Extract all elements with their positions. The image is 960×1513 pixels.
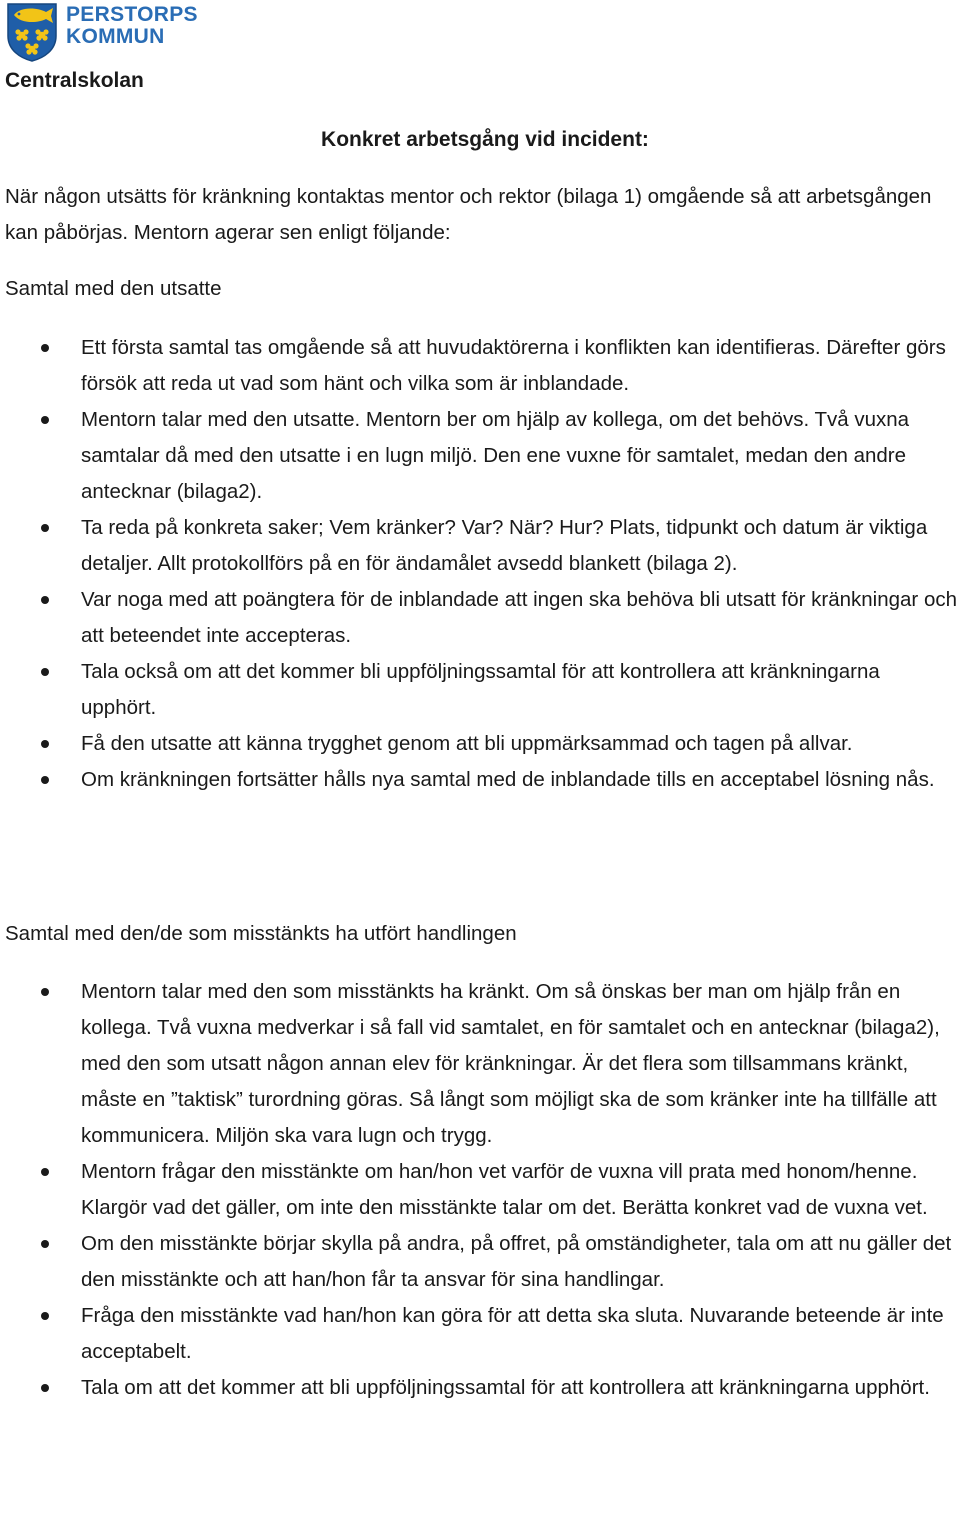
list-item xyxy=(0,1370,960,1406)
list-item xyxy=(0,726,960,762)
list-item xyxy=(0,402,960,510)
list-item-text: Om kränkningen fortsätter hålls nya samtal med de inblandade tills en acceptabel lösning nås. xyxy=(81,768,935,791)
list-item-text: Ta reda på konkreta saker; Vem kränker? Var? När? Hur? Plats, tidpunkt och datum är viktiga detaljer. Allt protokollförs på en för ändamålet avsedd blankett (bilaga 2). xyxy=(81,516,928,575)
municipality-crest-icon xyxy=(6,2,58,62)
school-name: Centralskolan xyxy=(5,69,144,92)
bullet-icon xyxy=(41,1240,49,1248)
list-item-text: Var noga med att poängtera för de inblandade att ingen ska behöva bli utsatt för kränkningar och att beteendet inte accepteras. xyxy=(81,588,958,647)
bullet-icon xyxy=(41,1312,49,1320)
list-item-text: Ett första samtal tas omgående så att huvudaktörerna i konflikten kan identifieras. Därefter görs försök att reda ut vad som hänt och vilka som är inblandade. xyxy=(81,336,946,395)
list-item xyxy=(0,582,960,654)
bullet-icon xyxy=(41,988,49,996)
list-item xyxy=(0,1226,960,1298)
list-item-text: Om den misstänkte börjar skylla på andra, på offret, på omständigheter, tala om att nu gäller det den misstänkte och att han/hon får ta ansvar för sina handlingar. xyxy=(81,1232,952,1291)
bullet-icon xyxy=(41,596,49,604)
bullet-icon xyxy=(41,668,49,676)
list-item-text: Tala också om att det kommer bli uppföljningssamtal för att kontrollera att kränkningarna upphört. xyxy=(81,660,880,719)
list-item xyxy=(0,330,960,402)
bullet-icon xyxy=(41,776,49,784)
bullet-icon xyxy=(41,1384,49,1392)
list-item-text: Få den utsatte att känna trygghet genom att bli uppmärksammad och tagen på allvar. xyxy=(81,732,853,755)
municipality-logo xyxy=(6,2,198,64)
list-item-text: Fråga den misstänkte vad han/hon kan göra för att detta ska sluta. Nuvarande beteende är inte acceptabelt. xyxy=(81,1304,944,1363)
bullet-icon xyxy=(41,416,49,424)
list-item-text: Mentorn frågar den misstänkte om han/hon vet varför de vuxna vill prata med honom/henne. Klargör vad det gäller, om inte den misstänkte talar om det. Berätta konkret vad de vuxna vet. xyxy=(81,1160,928,1219)
suspect-steps-list xyxy=(0,974,960,1406)
list-item xyxy=(0,1154,960,1226)
bullet-icon xyxy=(41,344,49,352)
intro-paragraph: När någon utsätts för kränkning kontaktas mentor och rektor (bilaga 1) omgående så att arbetsgången kan påbörjas. Mentorn agerar sen enligt följande: xyxy=(5,185,932,244)
list-item xyxy=(0,510,960,582)
list-item-text: Tala om att det kommer att bli uppföljningssamtal för att kontrollera att kränkningarna upphört. xyxy=(81,1376,930,1399)
bullet-icon xyxy=(41,1168,49,1176)
list-item xyxy=(0,1298,960,1370)
list-item xyxy=(0,762,960,798)
bullet-icon xyxy=(41,740,49,748)
logo-wordmark xyxy=(66,4,198,48)
list-item xyxy=(0,974,960,1154)
document-title: Konkret arbetsgång vid incident: xyxy=(321,128,649,151)
list-item xyxy=(0,654,960,726)
section-heading-victim: Samtal med den utsatte xyxy=(5,277,222,300)
bullet-icon xyxy=(41,524,49,532)
list-item-text: Mentorn talar med den som misstänkts ha kränkt. Om så önskas ber man om hjälp från en kollega. Två vuxna medverkar i så fall vid samtalet, en för samtalet och en antecknar (bilaga2), med den som utsatt någon annan elev för kränkningar. Är det flera som tillsammans kränkt, måste en ”taktisk” turordning göras. Så långt som möjligt ska de som kränker inte ha tillfälle att kommunicera. Miljön ska vara lugn och trygg. xyxy=(81,980,940,1147)
section-heading-suspect: Samtal med den/de som misstänkts ha utfört handlingen xyxy=(5,922,517,945)
list-item-text: Mentorn talar med den utsatte. Mentorn ber om hjälp av kollega, om det behövs. Två vuxna samtalar då med den utsatte i en lugn miljö. Den ene vuxne för samtalet, medan den andre antecknar (bilaga2). xyxy=(81,408,910,503)
logo-line-2: KOMMUN xyxy=(66,25,165,48)
victim-steps-list xyxy=(0,330,960,798)
logo-line-1: PERSTORPS xyxy=(66,3,198,26)
